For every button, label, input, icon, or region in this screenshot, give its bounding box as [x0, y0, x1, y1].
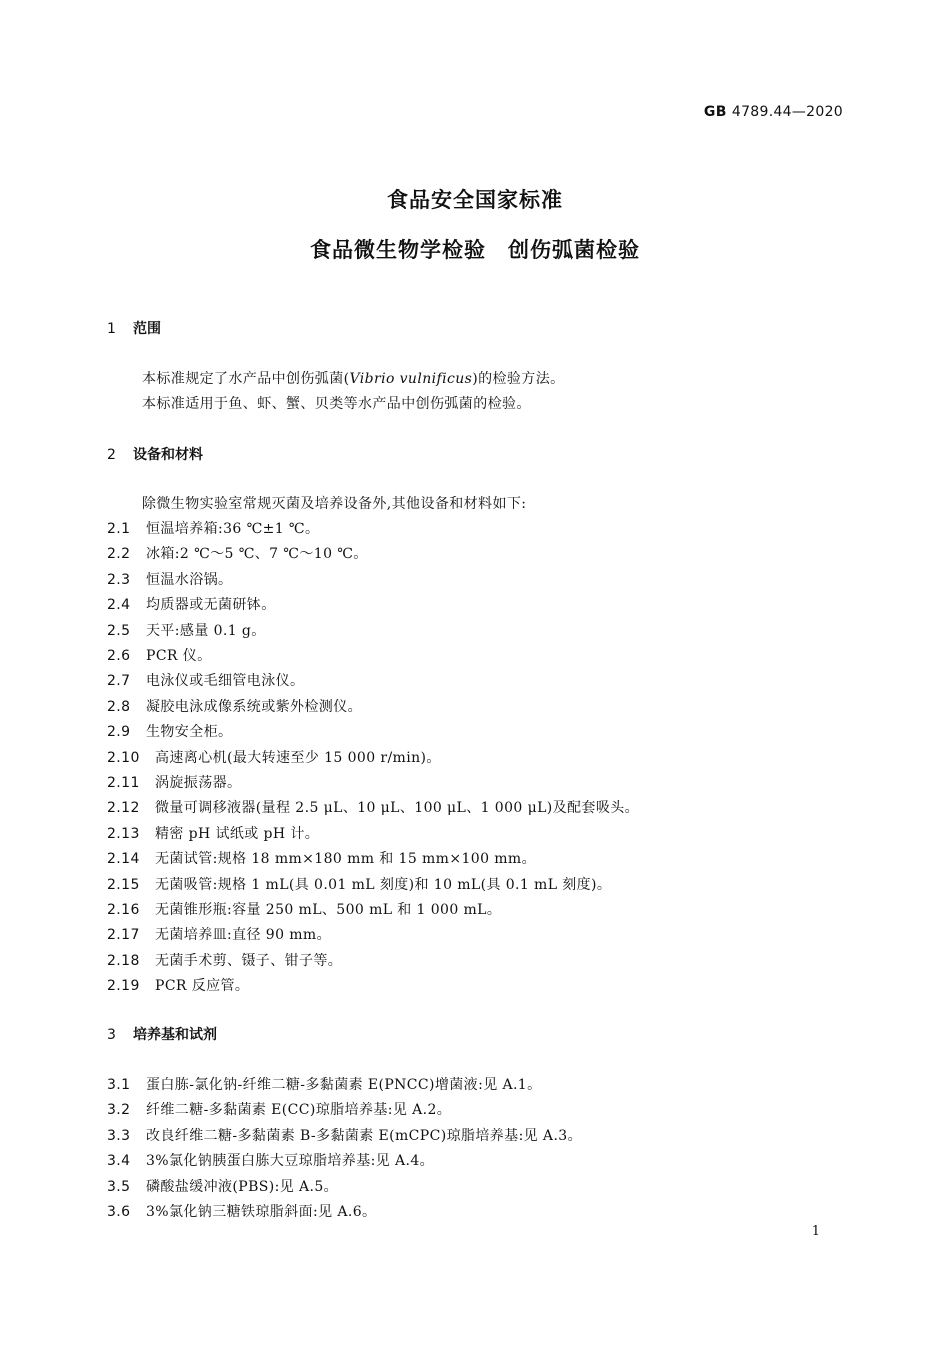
paragraph: 除微生物实验室常规灭菌及培养设备外,其他设备和材料如下:	[142, 496, 527, 512]
item-number: 2.2	[107, 546, 131, 563]
item-number: 3.4	[107, 1153, 131, 1170]
item-text: 蛋白胨-氯化钠-纤维二糖-多黏菌素 E(PNCC)增菌液:见 A.1。	[146, 1077, 542, 1093]
list-item	[107, 1176, 338, 1196]
section-title: 培养基和试剂	[133, 1027, 217, 1043]
item-number: 2.17	[107, 927, 140, 944]
item-text: 精密 pH 试纸或 pH 计。	[155, 825, 320, 842]
item-text: 无菌吸管:规格 1 mL(具 0.01 mL 刻度)和 10 mL(具 0.1 mL 刻度)。	[155, 876, 612, 893]
list-item	[107, 569, 232, 589]
list-item	[107, 1099, 451, 1119]
item-number: 2.9	[107, 724, 131, 741]
item-text: 微量可调移液器(量程 2.5 μL、10 μL、100 μL、1 000 μL)及配套吸头。	[155, 800, 640, 817]
item-number: 2.5	[107, 622, 131, 639]
section-heading-equipment	[107, 444, 203, 464]
item-text: 无菌培养皿:直径 90 mm。	[155, 927, 331, 944]
item-number: 2.3	[107, 571, 131, 588]
list-item	[107, 645, 212, 665]
paragraph: 本标准适用于鱼、虾、蟹、贝类等水产品中创伤弧菌的检验。	[142, 396, 531, 412]
item-number: 2.7	[107, 673, 131, 690]
section-title: 设备和材料	[133, 447, 203, 463]
item-text: 改良纤维二糖-多黏菌素 B-多黏菌素 E(mCPC)琼脂培养基:见 A.3。	[146, 1127, 583, 1144]
item-number: 2.12	[107, 800, 140, 817]
section-heading-media-reagents	[107, 1024, 217, 1044]
list-item	[107, 797, 639, 817]
list-item	[107, 1074, 542, 1094]
item-number: 2.13	[107, 825, 140, 842]
item-text: 高速离心机(最大转速至少 15 000 r/min)。	[155, 749, 441, 766]
document-title: 食品安全国家标准	[387, 188, 563, 212]
item-number: 3.2	[107, 1102, 131, 1119]
list-item	[107, 670, 304, 690]
item-number: 3.3	[107, 1127, 131, 1144]
list-item	[107, 950, 342, 970]
list-item	[107, 823, 319, 843]
section-number: 1	[107, 321, 116, 337]
list-item	[107, 1150, 434, 1170]
document-subtitle: 食品微生物学检验 创伤弧菌检验	[310, 238, 640, 262]
item-text: 电泳仪或毛细管电泳仪。	[146, 673, 305, 690]
species-name: Vibrio vulnificus	[349, 371, 473, 387]
item-number: 2.10	[107, 749, 140, 766]
item-text: 恒温培养箱:36 ℃±1 ℃。	[146, 521, 320, 537]
section-number: 2	[107, 447, 116, 463]
item-text: 磷酸盐缓冲液(PBS):见 A.5。	[146, 1178, 339, 1195]
list-item	[107, 975, 249, 995]
item-number: 2.15	[107, 876, 140, 893]
item-text: 无菌试管:规格 18 mm×180 mm 和 15 mm×100 mm。	[155, 851, 537, 868]
item-text: 冰箱:2 ℃～5 ℃、7 ℃～10 ℃。	[146, 546, 368, 563]
list-item	[107, 620, 266, 640]
list-item	[107, 874, 611, 894]
item-number: 2.18	[107, 952, 140, 969]
item-text: PCR 仪。	[146, 648, 212, 664]
item-text: 凝胶电泳成像系统或紫外检测仪。	[146, 698, 362, 715]
item-text: PCR 反应管。	[155, 978, 250, 995]
paragraph: 本标准规定了水产品中创伤弧菌(Vibrio vulnificus)的检验方法。	[142, 371, 565, 387]
item-number: 3.6	[107, 1204, 131, 1220]
item-text: 无菌锥形瓶:容量 250 mL、500 mL 和 1 000 mL。	[155, 902, 502, 918]
list-item	[107, 848, 536, 868]
list-item	[107, 518, 319, 538]
list-item	[107, 543, 368, 563]
standard-code	[704, 104, 843, 120]
item-text: 均质器或无菌研钵。	[146, 597, 276, 614]
item-number: 3.5	[107, 1178, 131, 1195]
list-item	[107, 594, 276, 614]
item-text: 3%氯化钠三糖铁琼脂斜面:见 A.6。	[146, 1204, 377, 1220]
list-item	[107, 1201, 376, 1221]
item-text: 纤维二糖-多黏菌素 E(CC)琼脂培养基:见 A.2。	[146, 1102, 452, 1119]
list-item	[107, 924, 331, 944]
list-item	[107, 772, 241, 792]
page-number: 1	[811, 1224, 820, 1239]
item-number: 2.16	[107, 902, 140, 918]
section-number: 3	[107, 1027, 116, 1043]
item-text: 生物安全柜。	[146, 724, 233, 741]
item-number: 2.14	[107, 851, 140, 868]
item-number: 2.11	[107, 775, 140, 791]
section-heading-scope	[107, 318, 161, 338]
standard-code-prefix: GB	[703, 104, 727, 120]
list-item	[107, 1125, 582, 1145]
list-item	[107, 747, 441, 767]
item-number: 2.8	[107, 698, 131, 715]
section-title: 范围	[133, 321, 161, 337]
item-number: 3.1	[107, 1077, 131, 1093]
item-text: 恒温水浴锅。	[146, 571, 233, 588]
item-text: 天平:感量 0.1 g。	[146, 622, 266, 639]
item-number: 2.19	[107, 978, 140, 995]
item-number: 2.6	[107, 648, 131, 664]
list-item	[107, 721, 232, 741]
list-item	[107, 696, 362, 716]
item-text: 无菌手术剪、镊子、钳子等。	[155, 952, 343, 969]
standard-code-number: 4789.44—2020	[731, 104, 843, 120]
list-item	[107, 899, 501, 919]
item-number: 2.4	[107, 597, 131, 614]
item-text: 涡旋振荡器。	[155, 775, 242, 791]
item-text: 3%氯化钠胰蛋白胨大豆琼脂培养基:见 A.4。	[146, 1153, 435, 1170]
item-number: 2.1	[107, 521, 131, 537]
